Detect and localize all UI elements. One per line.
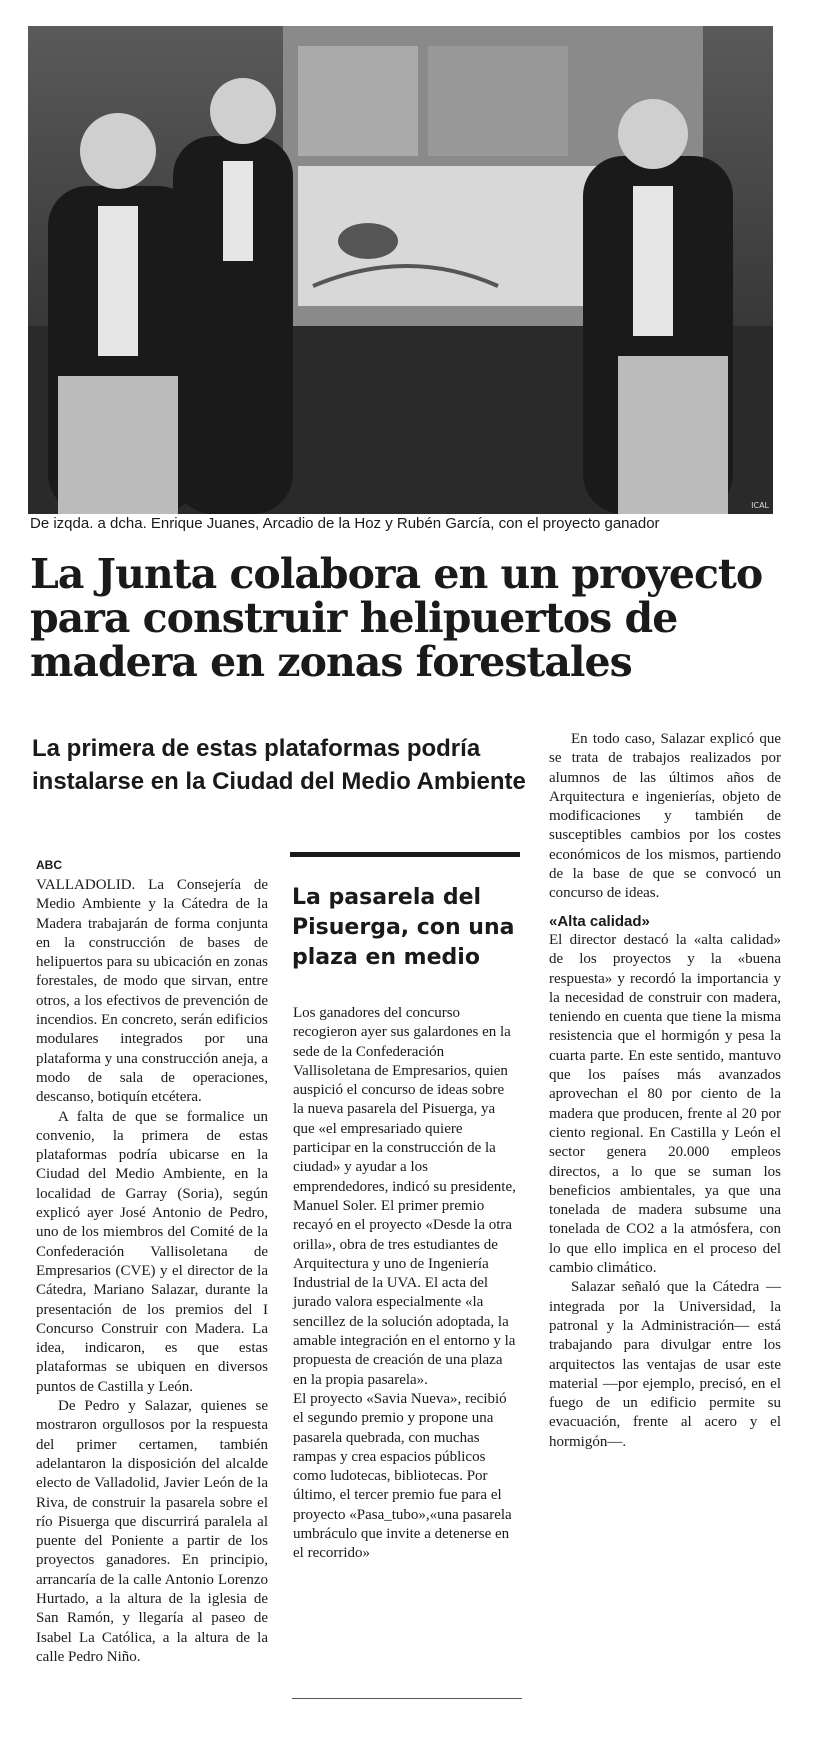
intertitle: «Alta calidad»	[549, 912, 650, 930]
byline: ABC	[36, 858, 62, 872]
article-paragraph: Salazar señaló que la Cátedra —integrada por la Universidad, la patronal y la Administración— está trabajando para divulgar entre los arquitectos las ventajas de usar este material —por ejemplo, precisó, en el fuego de un edificio permite su evacuación, frente al acero y el hormigón—.	[549, 1279, 781, 1450]
sidebar-top-rule	[290, 852, 520, 857]
article-paragraph: De Pedro y Salazar, quienes se mostraron orgullosos por la respuesta del primer certamen, también adelantaron la disposición del alcalde electo de Valladolid, Javier León de la Riva, de construir la pasarela sobre el río Pisuerga que discurrirá paralela al puente del Poniente a partir de los proyectos ganadores. En principio, arrancaría de la calle Antonio Lorenzo Hurtado, a la altura de la iglesia de San Ramón, y llegaría al paseo de Isabel La Católica, a la altura de la calle Pedro Niño.	[36, 1398, 268, 1665]
sidebar-paragraph: El proyecto «Savia Nueva», recibió el segundo premio y propone una pasarela quebrada, con muchas rampas y crea espacios públicos como ludotecas, bibliotecas. Por último, el tercer premio fue para el proyecto «Pasa_tubo»,«una pasarela umbráculo que invite a detenerse en el recorrido»	[293, 1390, 512, 1562]
sidebar-paragraph: Los ganadores del concurso recogieron ayer sus galardones en la sede de la Confederación Vallisoletana de Empresarios, quien auspició el concurso de ideas sobre la nueva pasarela del Pisuerga, ya que «el empresariado quiere participar en la construcción de la ciudad» y ayudar a los emprendedores, indicó su presidente, Manuel Soler. El primer premio recayó en el proyecto «Desde la otra orilla», obra de tres estudiantes de Arquitectura y uno de Ingeniería Industrial de la UVA. El acta del jurado valora especialmente «la sencillez de la solución adoptada, la amable integración en el entorno y la propuesta de creación de una plaza en la propia pasarela».	[293, 1005, 516, 1388]
news-photo	[28, 26, 773, 514]
photo-illustration	[28, 26, 773, 514]
sidebar-column	[293, 1004, 518, 1564]
photo-credit: ICAL	[751, 501, 769, 510]
sidebar-bottom-rule	[292, 1698, 522, 1699]
photo-caption: De izqda. a dcha. Enrique Juanes, Arcadio de la Hoz y Rubén García, con el proyecto ganador	[30, 515, 660, 532]
article-headline: La Junta colabora en un proyecto para construir helipuertos de madera en zonas forestales	[30, 550, 763, 686]
article-subhead: La primera de estas plataformas podría instalarse en la Ciudad del Medio Ambiente	[32, 735, 526, 795]
article-paragraph: A falta de que se formalice un convenio, la primera de estas plataformas podría ubicarse en la Ciudad del Medio Ambiente, en la localidad de Garray (Soria), según explicó ayer José Antonio de Pedro, uno de los miembros del Comité de la Confederación Vallisoletana de Empresarios (CVE) y el director de la Cátedra, Mariano Salazar, durante la presentación de los premios del I Concurso Construir con Madera. La idea, indicaron, es que estas plataformas se ubiquen en diversos puntos de Castilla y León.	[36, 1108, 268, 1395]
sidebar-title: La pasarela del Pisuerga, con una plaza en medio	[292, 885, 515, 970]
article-paragraph: VALLADOLID. La Consejería de Medio Ambiente y la Cátedra de la Madera trabajarán de forma conjunta en la construcción de bases de helipuertos para su ubicación en zonas forestales, de modo que sirvan, entre otros, a los efectivos de prevención de incendios. En concreto, serán edificios modulares integrados por una plataforma y una construcción aneja, a modo de sala de operaciones, descanso, botiquín etcétera.	[36, 877, 268, 1106]
article-column-1	[36, 876, 268, 1667]
article-paragraph: En todo caso, Salazar explicó que se trata de trabajos realizados por alumnos de las últimos años de Arquitectura e ingenierías, objeto de modificaciones y también de susceptibles cambios por los costes económicos de los mismos, partiendo de la base de que se convocó un concurso de ideas.	[549, 731, 781, 902]
article-column-3	[549, 730, 781, 1452]
article-paragraph: El director destacó la «alta calidad» de los proyectos y la «buena respuesta» y recordó la importancia y la necesidad de construir con madera, teniendo en cuenta que tiene la misma resistencia que el hormigón y pesa la cuarta parte. En este sentido, mantuvo que los países más avanzados aprovechan el 80 por ciento de la madera que producen, frente al 20 por ciento regional. En Castilla y León el sector genera 20.000 empleos directos, a lo que se suman los beneficios ambientales, ya que una tonelada de madera subsume una tonelada de CO2 a la atmósfera, con lo que ello implica en el proceso del cambio climático.	[549, 931, 781, 1277]
